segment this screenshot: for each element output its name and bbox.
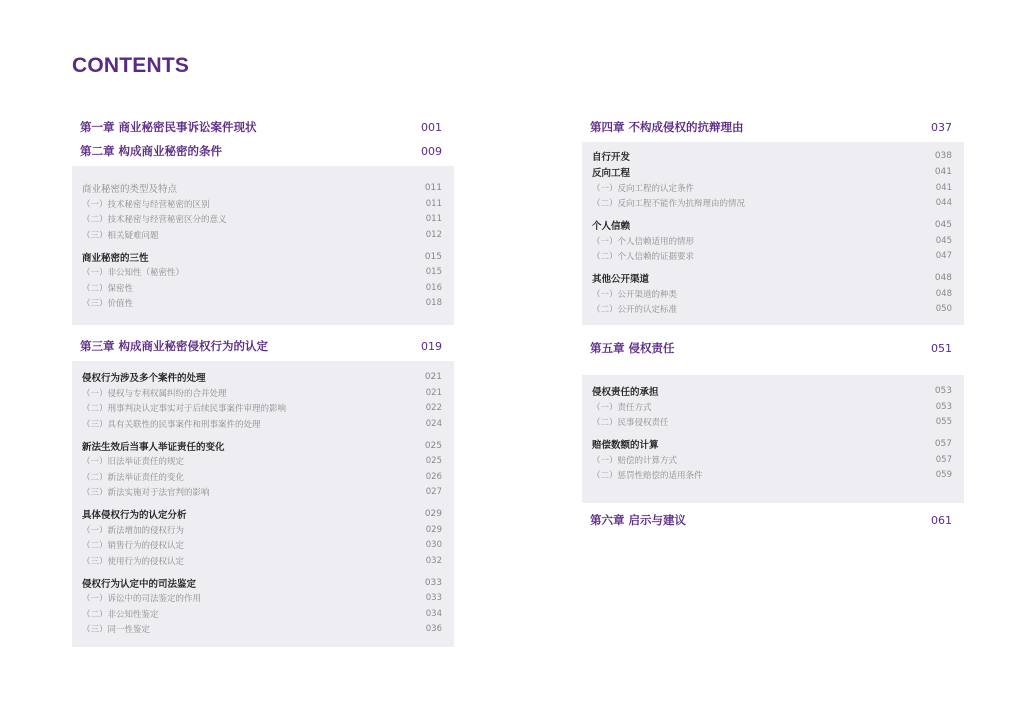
toc-section[interactable]: [592, 383, 952, 399]
toc-section[interactable]: [592, 270, 952, 286]
toc-chapter-page: 001: [421, 120, 442, 134]
toc-item[interactable]: [82, 227, 442, 243]
toc-chapter[interactable]: [72, 118, 454, 136]
toc-item-page: 018: [425, 298, 442, 309]
toc-section-page: 041: [934, 167, 952, 177]
toc-item-page: 025: [425, 456, 442, 467]
toc-chapter-page: 037: [931, 120, 952, 134]
toc-section-page: 048: [934, 273, 952, 283]
toc-item-label: （三）价值性: [82, 299, 134, 310]
toc-item-label: （一）个人信赖适用的情形: [592, 236, 695, 247]
toc-item-label: （二）反向工程不能作为抗辩理由的情况: [592, 199, 746, 210]
toc-section-page: 021: [424, 372, 442, 382]
toc-item[interactable]: [82, 622, 442, 638]
toc-item-page: 012: [425, 229, 442, 240]
toc-chapter-label: 第二章 构成商业秘密的条件: [80, 144, 223, 158]
toc-item[interactable]: [592, 399, 952, 415]
toc-item[interactable]: [82, 280, 442, 296]
toc-item-label: （二）新法举证责任的变化: [82, 472, 185, 483]
toc-item[interactable]: [82, 522, 442, 538]
toc-item-label: （三）使用行为的侵权认定: [82, 556, 185, 567]
toc-item-label: （一）新法增加的侵权行为: [82, 525, 185, 536]
toc-item-page: 016: [425, 282, 442, 293]
toc-item[interactable]: [592, 302, 952, 318]
toc-item-label: （一）反向工程的认定条件: [592, 183, 695, 194]
toc-chapter[interactable]: [582, 118, 964, 136]
toc-chapter[interactable]: [582, 339, 964, 357]
toc-item-label: （二）公开的认定标准: [592, 305, 678, 316]
toc-section-label: 具体侵权行为的认定分析: [82, 510, 187, 521]
toc-item-label: （二）惩罚性赔偿的适用条件: [592, 471, 703, 482]
toc-chapter[interactable]: [582, 511, 964, 529]
toc-item-page: 033: [425, 593, 442, 604]
toc-section[interactable]: [82, 438, 442, 454]
toc-section-page: 057: [934, 439, 952, 449]
toc-item-page: 026: [425, 471, 442, 482]
toc-section[interactable]: [82, 249, 442, 265]
toc-item-label: （二）销售行为的侵权认定: [82, 541, 185, 552]
toc-section[interactable]: [592, 164, 952, 180]
toc-section-label: 个人信赖: [592, 221, 631, 232]
toc-section-label: 商业秘密的三性: [82, 252, 149, 264]
toc-item-page: 055: [935, 417, 952, 428]
toc-chapter-page: 061: [931, 513, 952, 527]
toc-item-label: （一）诉讼中的司法鉴定的作用: [82, 594, 202, 605]
toc-item-label: （一）赔偿的计算方式: [592, 455, 678, 466]
toc-item[interactable]: [592, 452, 952, 468]
toc-section-box: [582, 375, 964, 503]
toc-column-right: [582, 118, 964, 529]
toc-section[interactable]: [592, 217, 952, 233]
toc-item[interactable]: [82, 416, 442, 432]
toc-section-box: [72, 361, 454, 647]
toc-section[interactable]: [82, 506, 442, 522]
toc-section-page: 038: [934, 151, 952, 161]
toc-item-page: 036: [425, 624, 442, 635]
toc-chapter-page: 009: [421, 144, 442, 158]
toc-item-page: 029: [425, 524, 442, 535]
toc-item-label: （二）保密性: [82, 283, 134, 294]
toc-item[interactable]: [82, 591, 442, 607]
toc-item[interactable]: [82, 385, 442, 401]
toc-chapter-label: 第一章 商业秘密民事诉讼案件现状: [80, 120, 257, 134]
toc-item-label: （三）相关疑难问题: [82, 230, 159, 241]
toc-item-page: 027: [425, 487, 442, 498]
toc-chapter-label: 第五章 侵权责任: [590, 341, 675, 355]
toc-section-box: [72, 166, 454, 325]
toc-item[interactable]: [592, 415, 952, 431]
toc-item-page: 011: [425, 214, 442, 225]
toc-item[interactable]: [82, 296, 442, 312]
toc-item-label: （一）公开渠道的种类: [592, 289, 678, 300]
toc-item-page: 044: [935, 198, 952, 209]
toc-item[interactable]: [82, 401, 442, 417]
toc-item-page: 022: [425, 403, 442, 414]
toc-section[interactable]: [592, 148, 952, 164]
toc-section-page: 045: [934, 220, 952, 230]
toc-item[interactable]: [82, 606, 442, 622]
toc-section-page: 053: [934, 386, 952, 396]
toc-item[interactable]: [82, 538, 442, 554]
toc-item-page: 015: [425, 267, 442, 278]
toc-section-label: 侵权行为认定中的司法鉴定: [82, 578, 197, 590]
toc-chapter-page: 019: [421, 339, 442, 353]
toc-item-page: 011: [425, 198, 442, 209]
spacer: [72, 325, 454, 337]
toc-section[interactable]: [82, 180, 442, 196]
toc-chapter-label: 第三章 构成商业秘密侵权行为的认定: [80, 339, 269, 353]
toc-item-label: （三）具有关联性的民事案件和刑事案件的处理: [82, 419, 261, 430]
toc-section-box: [582, 142, 964, 325]
spacer: [582, 357, 964, 375]
toc-chapter-label: 第六章 启示与建议: [590, 513, 687, 527]
toc-item-page: 050: [935, 304, 952, 315]
toc-item-page: 059: [935, 470, 952, 481]
toc-item[interactable]: [82, 212, 442, 228]
toc-chapter-page: 051: [931, 341, 952, 355]
toc-section-page: 033: [424, 577, 442, 588]
toc-chapter-label: 第四章 不构成侵权的抗辩理由: [590, 120, 744, 134]
toc-section-label: 侵权责任的承担: [592, 387, 659, 398]
toc-column-left: [72, 118, 454, 647]
toc-item-page: 024: [425, 418, 442, 429]
toc-item-page: 032: [425, 555, 442, 566]
toc-item-label: （一）技术秘密与经营秘密的区别: [82, 199, 210, 210]
toc-item-page: 045: [935, 235, 952, 246]
toc-item[interactable]: [592, 468, 952, 484]
toc-section-label: 反向工程: [592, 168, 631, 179]
toc-item-label: （一）侵权与专利权属纠纷的合并处理: [82, 388, 227, 399]
toc-item[interactable]: [592, 286, 952, 302]
toc-section-page: 025: [424, 440, 442, 451]
toc-section-label: 其他公开渠道: [592, 274, 650, 285]
toc-item-label: （二）非公知性鉴定: [82, 609, 159, 620]
toc-item-label: （三）新法实施对于法官判的影响: [82, 488, 210, 499]
toc-item-page: 021: [425, 387, 442, 398]
toc-item-page: 053: [935, 401, 952, 412]
toc-item[interactable]: [82, 265, 442, 281]
toc-item[interactable]: [82, 469, 442, 485]
toc-item-page: 041: [935, 182, 952, 193]
toc-item-page: 034: [425, 608, 442, 619]
toc-item-label: （二）技术秘密与经营秘密区分的意义: [82, 215, 227, 226]
toc-item-label: （二）个人信赖的证据要求: [592, 252, 695, 263]
toc-item-label: （一）旧法举证责任的规定: [82, 457, 185, 468]
spacer: [582, 503, 964, 511]
toc-chapter[interactable]: [72, 142, 454, 160]
toc-section-page: 015: [424, 251, 442, 262]
toc-item[interactable]: [592, 180, 952, 196]
toc-item[interactable]: [592, 196, 952, 212]
toc-item[interactable]: [82, 485, 442, 501]
toc-item-label: （一）非公知性（秘密性）: [82, 268, 185, 279]
toc-section-label: 侵权行为涉及多个案件的处理: [82, 373, 206, 384]
toc-item[interactable]: [592, 233, 952, 249]
toc-section-label: 赔偿数额的计算: [592, 440, 659, 451]
toc-item-label: （二）民事侵权责任: [592, 418, 669, 429]
toc-item-label: （三）同一性鉴定: [82, 625, 151, 636]
toc-section-page: 011: [424, 183, 442, 193]
contents-title: CONTENTS: [72, 54, 190, 77]
toc-item[interactable]: [592, 249, 952, 265]
toc-item-page: 048: [935, 288, 952, 299]
toc-chapter[interactable]: [72, 337, 454, 355]
toc-item[interactable]: [82, 454, 442, 470]
toc-section-label: 自行开发: [592, 152, 631, 163]
toc-section[interactable]: [82, 575, 442, 591]
toc-item-label: （一）责任方式: [592, 402, 652, 413]
toc-section-label: 商业秘密的类型及特点: [82, 184, 178, 195]
toc-section[interactable]: [592, 436, 952, 452]
toc-section-label: 新法生效后当事人举证责任的变化: [82, 441, 225, 453]
toc-section-page: 029: [424, 509, 442, 519]
toc-item-label: （二）刑事判决认定事实对于后续民事案件审理的影响: [82, 404, 287, 415]
toc-item[interactable]: [82, 196, 442, 212]
toc-item-page: 057: [935, 454, 952, 465]
toc-item-page: 047: [935, 251, 952, 262]
spacer: [582, 325, 964, 339]
toc-section[interactable]: [82, 369, 442, 385]
toc-item-page: 030: [425, 540, 442, 551]
toc-item[interactable]: [82, 553, 442, 569]
